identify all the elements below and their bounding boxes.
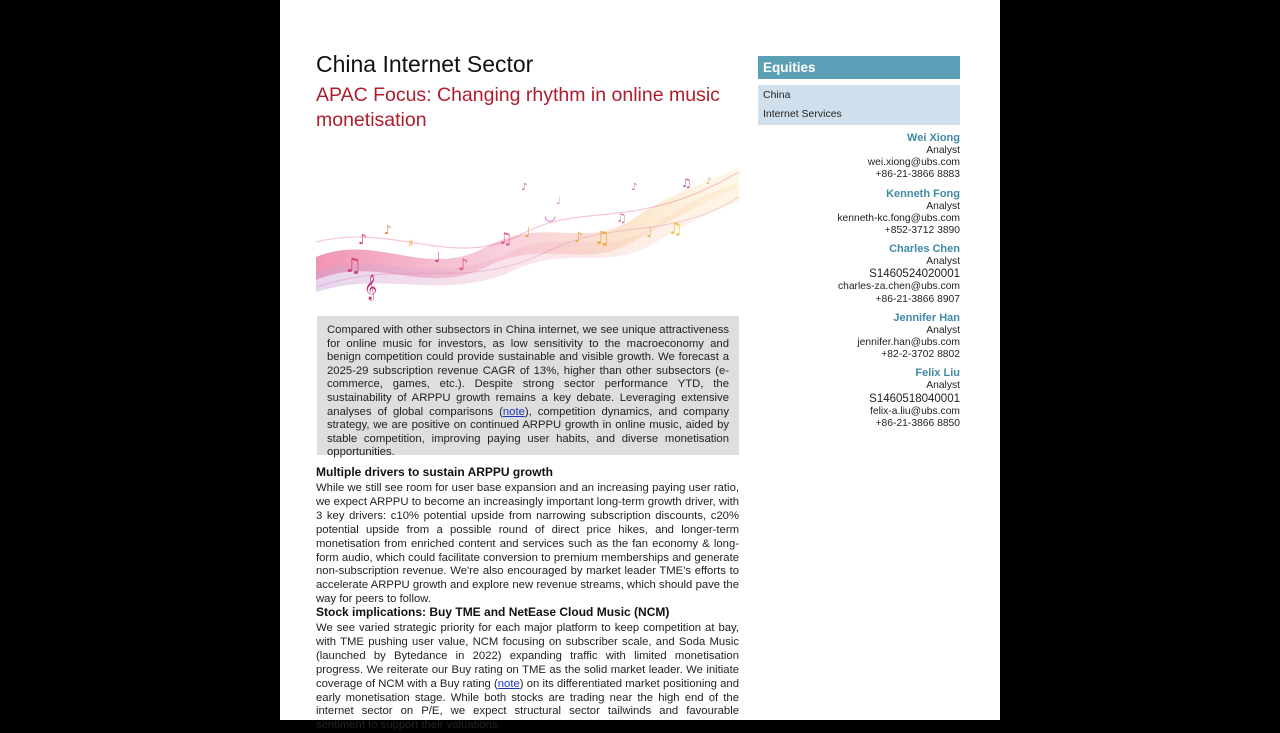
svg-text:♪: ♪	[706, 177, 712, 187]
summary-text-start: Compared with other subsectors in China internet, we see unique attractiveness for online music for investors, as low sensitivity to the macroeconomy and benign competition could provide sustainable and visible growth. We forecast a 2025-29 subscription revenue CAGR of 13%, higher than other subsectors (e-commerce, games, etc.). Despite strong sector performance YTD, the sustainability of ARPPU growth remains a key debate. Leveraging extensive analyses of global comparisons (	[327, 324, 729, 418]
analyst-registration-id: S1460524020001	[869, 268, 960, 281]
summary-text-end: ), competition dynamics, and company strategy, we are positive on continued ARPPU growth in online music, aided by stable competition, improving paying user habits, and diverse monetisation opportunities.	[327, 405, 729, 459]
stock-note-link[interactable]: note	[497, 677, 520, 690]
svg-text:♪: ♪	[631, 182, 638, 193]
analyst-role: Analyst	[926, 200, 960, 212]
section-heading-arppu: Multiple drivers to sustain ARPPU growth	[316, 465, 553, 479]
analyst-email[interactable]: kenneth-kc.fong@ubs.com	[837, 212, 960, 224]
svg-text:♪: ♪	[574, 230, 583, 246]
stock-text-end: ) on its differentiated market positioning and early monetisation stage. While both stocks are trading near the high end of the internet sector on P/E, we expect structural sector tailwinds and favourable sentiment to support their valuations.	[316, 677, 739, 732]
svg-text:♪: ♪	[384, 223, 392, 237]
analyst-card	[760, 312, 960, 362]
category-box	[758, 85, 960, 125]
svg-text:◡: ◡	[544, 208, 557, 224]
svg-text:♪: ♪	[458, 255, 469, 274]
svg-text:♫: ♫	[668, 219, 683, 238]
stock-text-start: We see varied strategic priority for each major platform to keep competition at bay, with TME pushing user value, NCM focusing on subscriber scale, and Soda Music (launched by Bytedance in 2022) expanding traffic with limited monetisation progress. We reiterate our Buy rating on TME as the solid market leader. We initiate coverage of NCM with a Buy rating (	[316, 622, 739, 690]
analyst-card	[760, 132, 960, 182]
region-label: China	[763, 89, 791, 101]
analyst-email[interactable]: jennifer.han@ubs.com	[857, 337, 960, 349]
section-body-stock	[316, 622, 739, 733]
report-page	[280, 0, 1000, 732]
analyst-role: Analyst	[926, 324, 960, 336]
svg-text:♫: ♫	[344, 253, 362, 277]
analyst-name: Wei Xiong	[907, 132, 960, 144]
analyst-name: Kenneth Fong	[886, 187, 960, 200]
svg-text:♫: ♫	[681, 176, 692, 190]
report-subtitle: APAC Focus: Changing rhythm in online music monetisation	[316, 84, 720, 131]
svg-text:♪: ♪	[521, 182, 528, 193]
analyst-phone: +86-21-3866 8907	[875, 293, 960, 305]
svg-text:♩: ♩	[646, 225, 653, 241]
analyst-role: Analyst	[926, 380, 960, 392]
industry-label: Internet Services	[763, 108, 842, 120]
music-notes-illustration	[316, 162, 739, 300]
analyst-role: Analyst	[926, 256, 960, 268]
svg-text:♫: ♫	[498, 229, 513, 248]
analyst-name: Jennifer Han	[893, 311, 960, 324]
svg-text:♪: ♪	[358, 232, 367, 248]
svg-text:♩: ♩	[524, 225, 531, 241]
svg-text:♩: ♩	[556, 196, 561, 207]
analyst-role: Analyst	[926, 145, 960, 156]
analyst-name: Felix Liu	[915, 367, 960, 380]
analyst-registration-id: S1460518040001	[869, 392, 960, 405]
analyst-card	[760, 243, 960, 306]
analyst-card	[760, 188, 960, 238]
analyst-name: Charles Chen	[889, 243, 960, 256]
analyst-list	[760, 132, 960, 436]
analyst-email[interactable]: felix-a.liu@ubs.com	[870, 405, 960, 417]
report-title: China Internet Sector	[316, 51, 534, 77]
analyst-email[interactable]: charles-za.chen@ubs.com	[837, 281, 960, 293]
analyst-phone: +852-3712 3890	[884, 225, 960, 237]
svg-text:♫: ♫	[594, 228, 611, 249]
analyst-email[interactable]: wei.xiong@ubs.com	[867, 157, 960, 169]
equities-header: Equities	[758, 56, 960, 79]
summary-box	[317, 316, 739, 459]
analyst-card	[760, 367, 960, 430]
svg-text:♩: ♩	[434, 250, 441, 266]
svg-text:♫: ♫	[616, 211, 627, 225]
analyst-phone: +86-21-3866 8850	[875, 417, 960, 429]
section-heading-stock: Stock implications: Buy TME and NetEase Cloud Music (NCM)	[316, 605, 670, 619]
svg-text:♯: ♯	[408, 237, 414, 250]
svg-text:𝄞: 𝄞	[364, 275, 378, 300]
analyst-phone: +82-2-3702 8802	[881, 349, 960, 361]
section-body-arppu: While we still see room for user base expansion and an increasing paying user ratio, we expect ARPPU to become an increasingly important long-term growth driver, with 3 key drivers: c10% potential upside from narrowing subscription discounts, c20% potential upside from a possible round of direct price hikes, and longer-term monetisation from enriched content and services such as the fan economy & long-form audio, which could facilitate conversion to premium memberships and generate non-subscription revenue. We're also encouraged by market leader TME's efforts to accelerate ARPPU growth and explore new revenue streams, which should pave the way for peers to follow.	[316, 482, 739, 606]
summary-note-link[interactable]: note	[502, 405, 525, 418]
analyst-phone: +86-21-3866 8883	[875, 169, 960, 181]
